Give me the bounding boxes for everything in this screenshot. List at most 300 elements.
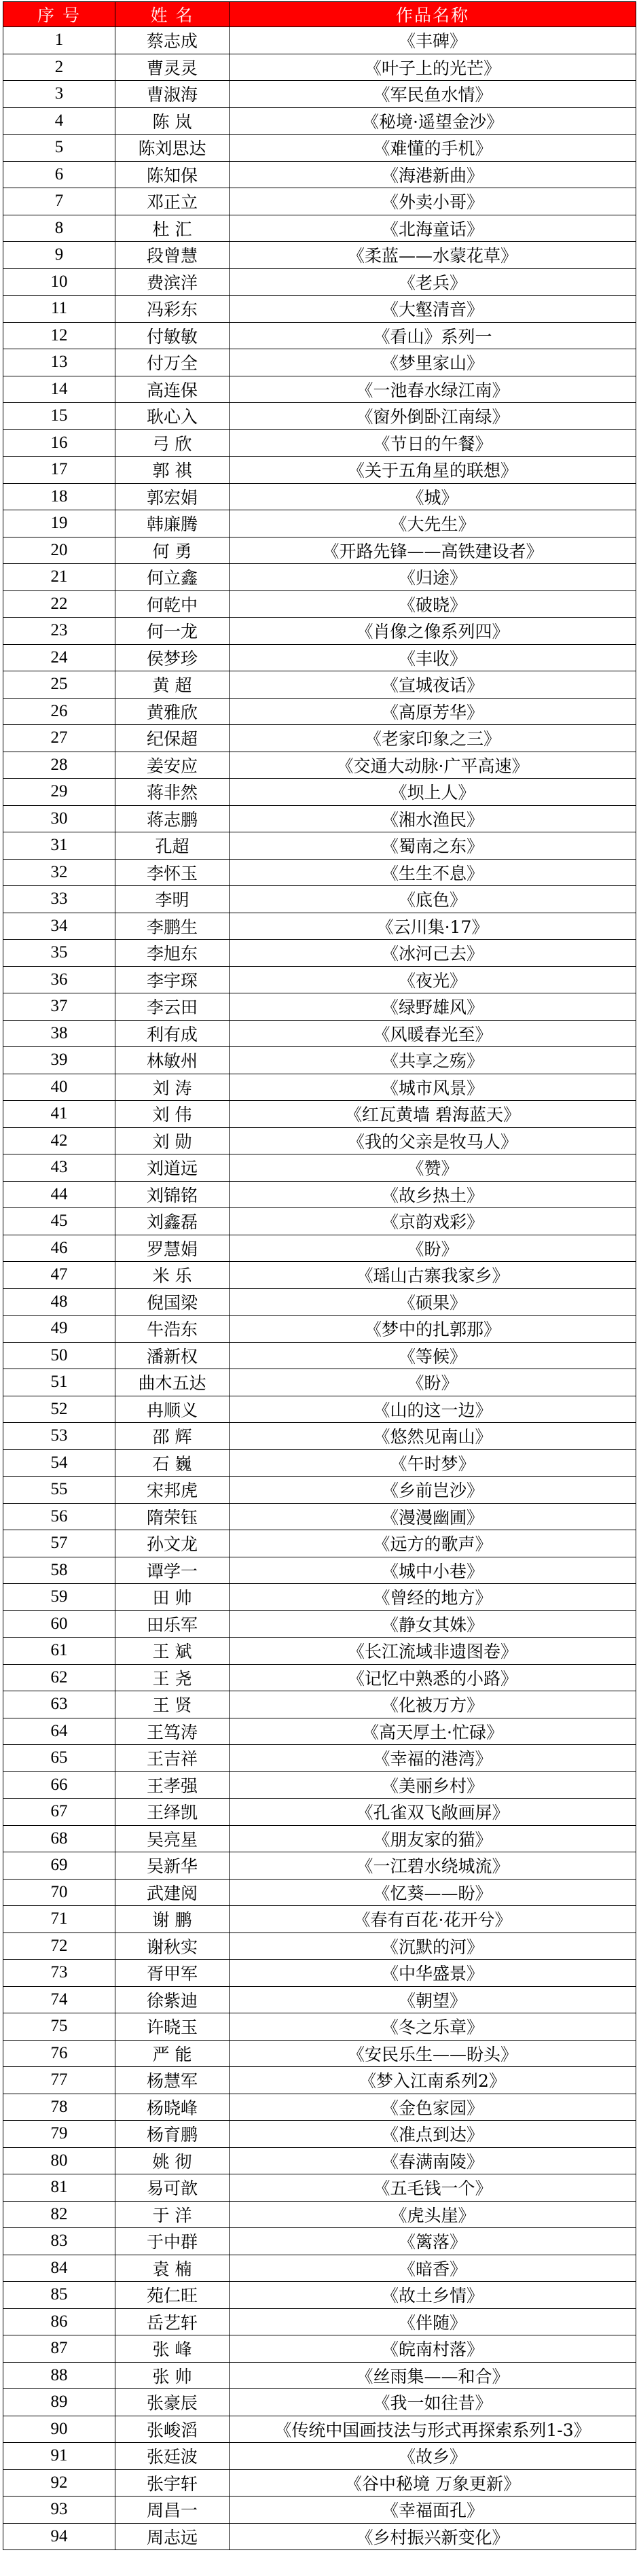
row-number: 65 [3,1745,115,1772]
row-number: 18 [3,483,115,510]
work-title: 《沉默的河》 [230,1933,636,1960]
artist-name: 石 巍 [115,1449,230,1477]
row-number: 46 [3,1235,115,1262]
work-title: 《城市风景》 [230,1074,636,1101]
row-number: 24 [3,644,115,671]
table-row [3,1933,636,1960]
work-title: 《绿野雄风》 [230,993,636,1021]
header-work: 作品名称 [230,2,636,27]
artist-name: 李怀玉 [115,859,230,886]
table-row [3,2013,636,2041]
artist-name: 谢秋实 [115,1933,230,1960]
row-number: 54 [3,1449,115,1477]
table-row [3,2389,636,2416]
work-title: 《朋友家的猫》 [230,1825,636,1852]
artist-name: 冯彩东 [115,296,230,323]
table-row [3,268,636,296]
work-title: 《军民鱼水情》 [230,81,636,108]
row-number: 88 [3,2362,115,2389]
row-number: 34 [3,913,115,940]
row-number: 59 [3,1584,115,1611]
work-title: 《冬之乐章》 [230,2013,636,2041]
work-title: 《篱落》 [230,2228,636,2255]
work-title: 《美丽乡村》 [230,1771,636,1799]
artist-name: 袁 楠 [115,2255,230,2282]
row-number: 49 [3,1316,115,1343]
table-row [3,107,636,135]
artist-name: 陈刘思达 [115,135,230,162]
row-number: 60 [3,1610,115,1638]
artist-name: 何一龙 [115,618,230,645]
row-number: 83 [3,2228,115,2255]
work-title: 《一池春水绿江南》 [230,376,636,403]
table-row [3,1235,636,1262]
row-number: 74 [3,1986,115,2013]
artist-name: 王 斌 [115,1638,230,1665]
work-title: 《坝上人》 [230,779,636,806]
artist-name: 张廷波 [115,2443,230,2470]
table-row [3,1664,636,1691]
work-title: 《柔蓝——水蒙花草》 [230,242,636,269]
row-number: 30 [3,805,115,832]
table-row [3,322,636,349]
artist-name: 田乐军 [115,1610,230,1638]
artist-name: 张 峰 [115,2335,230,2363]
work-title: 《金色家园》 [230,2094,636,2121]
artist-name: 张峻滔 [115,2416,230,2443]
artist-name: 吴亮星 [115,1825,230,1852]
row-number: 42 [3,1127,115,1154]
work-title: 《归途》 [230,564,636,591]
work-title: 《我的父亲是牧马人》 [230,1127,636,1154]
row-number: 56 [3,1503,115,1530]
work-title: 《老家印象之三》 [230,725,636,752]
table-row [3,805,636,832]
row-number: 9 [3,242,115,269]
row-number: 50 [3,1342,115,1369]
artist-name: 易可歆 [115,2174,230,2202]
work-title: 《皖南村落》 [230,2335,636,2363]
table-row [3,725,636,752]
artist-name: 苑仁旺 [115,2282,230,2309]
table-row [3,1342,636,1369]
table-row [3,376,636,403]
artist-name: 李宇琛 [115,966,230,993]
row-number: 53 [3,1423,115,1450]
table-row [3,2121,636,2148]
row-number: 92 [3,2469,115,2496]
row-number: 32 [3,859,115,886]
artist-name: 刘 涛 [115,1074,230,1101]
row-number: 40 [3,1074,115,1101]
table-row [3,2228,636,2255]
row-number: 72 [3,1933,115,1960]
artist-name: 耿心入 [115,403,230,430]
table-row [3,1584,636,1611]
row-number: 2 [3,54,115,81]
row-number: 76 [3,2040,115,2067]
work-title: 《我一如往昔》 [230,2389,636,2416]
row-number: 82 [3,2201,115,2228]
table-row [3,993,636,1021]
row-number: 43 [3,1154,115,1182]
artist-name: 刘鑫磊 [115,1208,230,1235]
table-row [3,1771,636,1799]
work-title: 《破晓》 [230,590,636,618]
work-title: 《高原芳华》 [230,698,636,725]
artist-name: 刘道远 [115,1154,230,1182]
table-row [3,1852,636,1880]
row-number: 8 [3,215,115,242]
header-row [3,2,636,27]
work-title: 《风暖春光至》 [230,1020,636,1047]
row-number: 77 [3,2067,115,2094]
table-row [3,242,636,269]
row-number: 71 [3,1906,115,1933]
row-number: 64 [3,1718,115,1745]
row-number: 51 [3,1369,115,1396]
row-number: 55 [3,1477,115,1504]
row-number: 13 [3,349,115,376]
table-row [3,457,636,484]
row-number: 36 [3,966,115,993]
table-row [3,403,636,430]
artist-name: 曹淑海 [115,81,230,108]
artist-name: 潘新权 [115,1342,230,1369]
table-row [3,429,636,457]
artist-name: 王吉祥 [115,1745,230,1772]
row-number: 37 [3,993,115,1021]
table-row [3,1557,636,1584]
work-title: 《山的这一边》 [230,1396,636,1423]
row-number: 4 [3,107,115,135]
artist-name: 倪国梁 [115,1288,230,1316]
table-row [3,81,636,108]
table-row [3,1799,636,1826]
artist-name: 胥甲军 [115,1960,230,1987]
row-number: 87 [3,2335,115,2363]
row-number: 3 [3,81,115,108]
work-title: 《幸福的港湾》 [230,1745,636,1772]
table-row [3,644,636,671]
row-number: 78 [3,2094,115,2121]
artist-name: 王笃涛 [115,1718,230,1745]
table-row [3,940,636,967]
table-row [3,1530,636,1557]
artist-name: 姚 彻 [115,2147,230,2174]
table-row [3,1449,636,1477]
row-number: 20 [3,537,115,564]
work-title: 《五毛钱一个》 [230,2174,636,2202]
work-title: 《化被万方》 [230,1691,636,1718]
artist-name: 李云田 [115,993,230,1021]
artist-name: 陈知保 [115,161,230,188]
table-row [3,1879,636,1906]
row-number: 80 [3,2147,115,2174]
work-title: 《海港新曲》 [230,161,636,188]
works-table [3,1,636,2550]
artist-name: 刘 伟 [115,1101,230,1128]
work-title: 《一江碧水绕城流》 [230,1852,636,1880]
row-number: 27 [3,725,115,752]
table-row [3,483,636,510]
work-title: 《孔雀双飞敞画屏》 [230,1799,636,1826]
artist-name: 米 乐 [115,1262,230,1289]
work-title: 《老兵》 [230,268,636,296]
work-title: 《朝望》 [230,1986,636,2013]
work-title: 《节日的午餐》 [230,429,636,457]
artist-name: 高连保 [115,376,230,403]
artist-name: 谭学一 [115,1557,230,1584]
row-number: 90 [3,2416,115,2443]
artist-name: 于 洋 [115,2201,230,2228]
work-title: 《瑶山古寨我家乡》 [230,1262,636,1289]
table-row [3,2094,636,2121]
artist-name: 李旭东 [115,940,230,967]
artist-name: 韩廉腾 [115,510,230,537]
table-row [3,966,636,993]
row-number: 16 [3,429,115,457]
work-title: 《高天厚土·忙碌》 [230,1718,636,1745]
table-row [3,2255,636,2282]
work-title: 《京韵戏彩》 [230,1208,636,1235]
artist-name: 岳艺轩 [115,2308,230,2335]
table-row [3,188,636,215]
table-row [3,296,636,323]
table-row [3,135,636,162]
row-number: 14 [3,376,115,403]
table-row [3,832,636,860]
row-number: 75 [3,2013,115,2041]
table-row [3,1047,636,1074]
table-row [3,1691,636,1718]
row-number: 79 [3,2121,115,2148]
table-row [3,2469,636,2496]
row-number: 33 [3,886,115,913]
work-title: 《中华盛景》 [230,1960,636,1987]
work-title: 《交通大动脉·广平高速》 [230,752,636,779]
row-number: 5 [3,135,115,162]
artist-name: 利有成 [115,1020,230,1047]
work-title: 《梦里家山》 [230,349,636,376]
artist-name: 杜 汇 [115,215,230,242]
table-row [3,1986,636,2013]
row-number: 62 [3,1664,115,1691]
table-row [3,510,636,537]
work-title: 《宣城夜话》 [230,671,636,699]
work-title: 《春满南陵》 [230,2147,636,2174]
row-number: 22 [3,590,115,618]
row-number: 93 [3,2496,115,2524]
table-row [3,859,636,886]
table-row [3,1127,636,1154]
work-title: 《虎头崖》 [230,2201,636,2228]
table-row [3,1316,636,1343]
work-title: 《丰碑》 [230,27,636,54]
work-title: 《准点到达》 [230,2121,636,2148]
row-number: 10 [3,268,115,296]
row-number: 12 [3,322,115,349]
artist-name: 许晓玉 [115,2013,230,2041]
work-title: 《大壑清音》 [230,296,636,323]
work-title: 《关于五角星的联想》 [230,457,636,484]
work-title: 《记忆中熟悉的小路》 [230,1664,636,1691]
table-row [3,590,636,618]
work-title: 《底色》 [230,886,636,913]
row-number: 23 [3,618,115,645]
work-title: 《伴随》 [230,2308,636,2335]
work-title: 《湘水渔民》 [230,805,636,832]
row-number: 1 [3,27,115,54]
work-title: 《盼》 [230,1369,636,1396]
row-number: 61 [3,1638,115,1665]
work-title: 《安民乐生——盼头》 [230,2040,636,2067]
table-row [3,2335,636,2363]
row-number: 68 [3,1825,115,1852]
table-row [3,1610,636,1638]
artist-name: 纪保超 [115,725,230,752]
artist-name: 周志远 [115,2523,230,2550]
artist-name: 杨慧军 [115,2067,230,2094]
row-number: 91 [3,2443,115,2470]
row-number: 84 [3,2255,115,2282]
table-row [3,2147,636,2174]
row-number: 11 [3,296,115,323]
artist-name: 何乾中 [115,590,230,618]
row-number: 58 [3,1557,115,1584]
row-number: 21 [3,564,115,591]
artist-name: 邵 辉 [115,1423,230,1450]
table-row [3,1825,636,1852]
work-title: 《谷中秘境 万象更新》 [230,2469,636,2496]
table-row [3,2040,636,2067]
table-row [3,1503,636,1530]
work-title: 《肖像之像系列四》 [230,618,636,645]
row-number: 66 [3,1771,115,1799]
artist-name: 宋邦虎 [115,1477,230,1504]
artist-name: 杨晓峰 [115,2094,230,2121]
table-row [3,618,636,645]
row-number: 81 [3,2174,115,2202]
row-number: 31 [3,832,115,860]
work-title: 《幸福面孔》 [230,2496,636,2524]
table-row [3,2523,636,2550]
work-title: 《硕果》 [230,1288,636,1316]
row-number: 45 [3,1208,115,1235]
artist-name: 黄 超 [115,671,230,699]
work-title: 《故乡》 [230,2443,636,2470]
artist-name: 黄雅欣 [115,698,230,725]
work-title: 《蜀南之东》 [230,832,636,860]
table-row [3,1020,636,1047]
work-title: 《开路先锋——高铁建设者》 [230,537,636,564]
artist-name: 王 贤 [115,1691,230,1718]
table-row [3,54,636,81]
artist-name: 李鹏生 [115,913,230,940]
work-title: 《云川集·17》 [230,913,636,940]
work-title: 《看山》系列一 [230,322,636,349]
work-title: 《乡村振兴新变化》 [230,2523,636,2550]
work-title: 《窗外倒卧江南绿》 [230,403,636,430]
row-number: 69 [3,1852,115,1880]
work-title: 《春有百花·花开兮》 [230,1906,636,1933]
artist-name: 谢 鹏 [115,1906,230,1933]
table-row [3,215,636,242]
artist-name: 李明 [115,886,230,913]
artist-name: 陈 岚 [115,107,230,135]
work-title: 《暗香》 [230,2255,636,2282]
work-title: 《漫漫幽圃》 [230,1503,636,1530]
artist-name: 蒋非然 [115,779,230,806]
artist-name: 姜安应 [115,752,230,779]
table-row [3,1181,636,1208]
artist-name: 蔡志成 [115,27,230,54]
artist-name: 何 勇 [115,537,230,564]
table-row [3,1288,636,1316]
header-no: 序 号 [3,2,115,27]
artist-name: 刘 勋 [115,1127,230,1154]
table-row [3,1262,636,1289]
artist-name: 付敏敏 [115,322,230,349]
table-row [3,2308,636,2335]
artist-name: 王绎凯 [115,1799,230,1826]
artist-name: 罗慧娟 [115,1235,230,1262]
artist-name: 蒋志鹏 [115,805,230,832]
row-number: 86 [3,2308,115,2335]
table-row [3,913,636,940]
table-row [3,2174,636,2202]
table-row [3,752,636,779]
artist-name: 武建阅 [115,1879,230,1906]
row-number: 35 [3,940,115,967]
table-row [3,1369,636,1396]
work-title: 《悠然见南山》 [230,1423,636,1450]
row-number: 26 [3,698,115,725]
table-body [3,27,636,2550]
artist-name: 曲木五达 [115,1369,230,1396]
artist-name: 弓 欣 [115,429,230,457]
table-row [3,886,636,913]
work-title: 《曾经的地方》 [230,1584,636,1611]
row-number: 38 [3,1020,115,1047]
table-row [3,1074,636,1101]
table-row [3,349,636,376]
artist-name: 林敏州 [115,1047,230,1074]
table-row [3,161,636,188]
artist-name: 孔超 [115,832,230,860]
artist-name: 张豪辰 [115,2389,230,2416]
row-number: 85 [3,2282,115,2309]
table-row [3,27,636,54]
work-title: 《午时梦》 [230,1449,636,1477]
row-number: 39 [3,1047,115,1074]
artist-name: 段曾慧 [115,242,230,269]
work-title: 《城》 [230,483,636,510]
artist-name: 王 尧 [115,1664,230,1691]
row-number: 63 [3,1691,115,1718]
work-title: 《大先生》 [230,510,636,537]
table-row [3,1396,636,1423]
work-title: 《赞》 [230,1154,636,1182]
table-row [3,2496,636,2524]
work-title: 《长江流域非遗图卷》 [230,1638,636,1665]
table-row [3,1477,636,1504]
work-title: 《远方的歌声》 [230,1530,636,1557]
table-row [3,1745,636,1772]
table-row [3,2416,636,2443]
work-title: 《红瓦黄墙 碧海蓝天》 [230,1101,636,1128]
artist-name: 郭 祺 [115,457,230,484]
